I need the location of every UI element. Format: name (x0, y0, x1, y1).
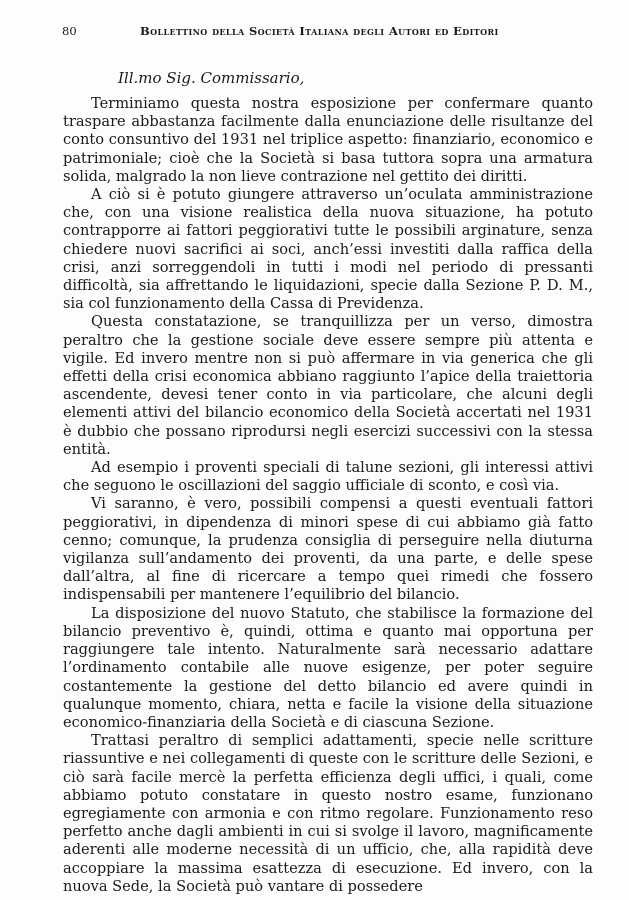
journal-title: Bollettino della Società Italiana degli Autori ed Editori (140, 24, 499, 38)
paragraph: A ciò si è potuto giungere attraverso un’oculata amministrazione che, con una visione realistica della nuova situazione, ha potuto contrapporre ai fattori peggiorativi tutte le possibili arginature, senza chiedere nuovi sacrifici ai soci, anch’essi investiti dalla raffica della crisi, anzi sorreggendoli in tutti i modi nel periodo di pressanti difficoltà, sia affrettando le liquidazioni, specie dalla Sezione P. D. M., sia col funzionamento della Cassa di Previdenza. (63, 186, 593, 313)
paragraph: Ad esempio i proventi speciali di talune sezioni, gli interessi attivi che seguono le oscillazioni del saggio ufficiale di sconto, e così via. (63, 459, 593, 495)
paragraph: Terminiamo questa nostra esposizione per confermare quanto traspare abbastanza facilmente dalla enunciazione delle risultanze del conto consuntivo del 1931 nel triplice aspetto: finanziario, economico e patrimoniale; cioè che la Società si basa tuttora sopra una armatura solida, malgrado la non lieve contrazione nel gettito dei diritti. (63, 95, 593, 185)
page-number: 80 (62, 24, 77, 38)
paragraph: La disposizione del nuovo Statuto, che stabilisce la formazione del bilancio preventivo è, quindi, ottima e quanto mai opportuna per raggiungere tale intento. Naturalmente sarà necessario adattare l’ordinamento contabile alle nuove esigenze, per poter seguire costantemente la gestione del detto bilancio ed avere quindi in qualunque momento, chiara, netta e facile la visione della situazione economico-finanziaria della Società e di ciascuna Sezione. (63, 604, 593, 731)
salutation: Ill.mo Sig. Commissario, (118, 69, 305, 87)
paragraph: Vi saranno, è vero, possibili compensi a questi eventuali fattori peggiorativi, in dipendenza di minori spese di cui abbiamo già fatto cenno; comunque, la prudenza consiglia di perseguire nella diuturna vigilanza sull’andamento dei proventi, da una parte, e delle spese dall’altra, al fine di ricercare a tempo quei rimedi che fossero indispensabili per mantenere l’equilibrio del bilancio. (63, 495, 593, 604)
paragraph: Questa constatazione, se tranquillizza per un verso, dimostra peraltro che la gestione sociale deve essere sempre più attenta e vigile. Ed invero mentre non si può affermare in via generica che gli effetti della crisi economica abbiano raggiunto l’apice della traiettoria ascendente, devesi tener conto in via particolare, che alcuni degli elementi attivi del bilancio economico della Società accertati nel 1931 è dubbio che possano riprodursi negli esercizi successivi con la stessa entità. (63, 313, 593, 458)
paragraph: Trattasi peraltro di semplici adattamenti, specie nelle scritture riassuntive e nei collegamenti di queste con le scritture delle Sezioni, e ciò sarà facile mercè la perfetta efficienza degli uffici, i quali, come abbiamo potuto constatare in questo nostro esame, funzionano egregiamente con armonia e con ritmo regolare. Funzionamento reso perfetto anche dagli ambienti in cui si svolge il lavoro, magnificamente aderenti alle moderne necessità di un ufficio, che, alla rapidità deve accoppiare la massima esattezza di esecuzione. Ed invero, con la nuova Sede, la Società può vantare di possedere (63, 732, 593, 895)
body-text (63, 95, 593, 896)
running-header (62, 22, 592, 40)
